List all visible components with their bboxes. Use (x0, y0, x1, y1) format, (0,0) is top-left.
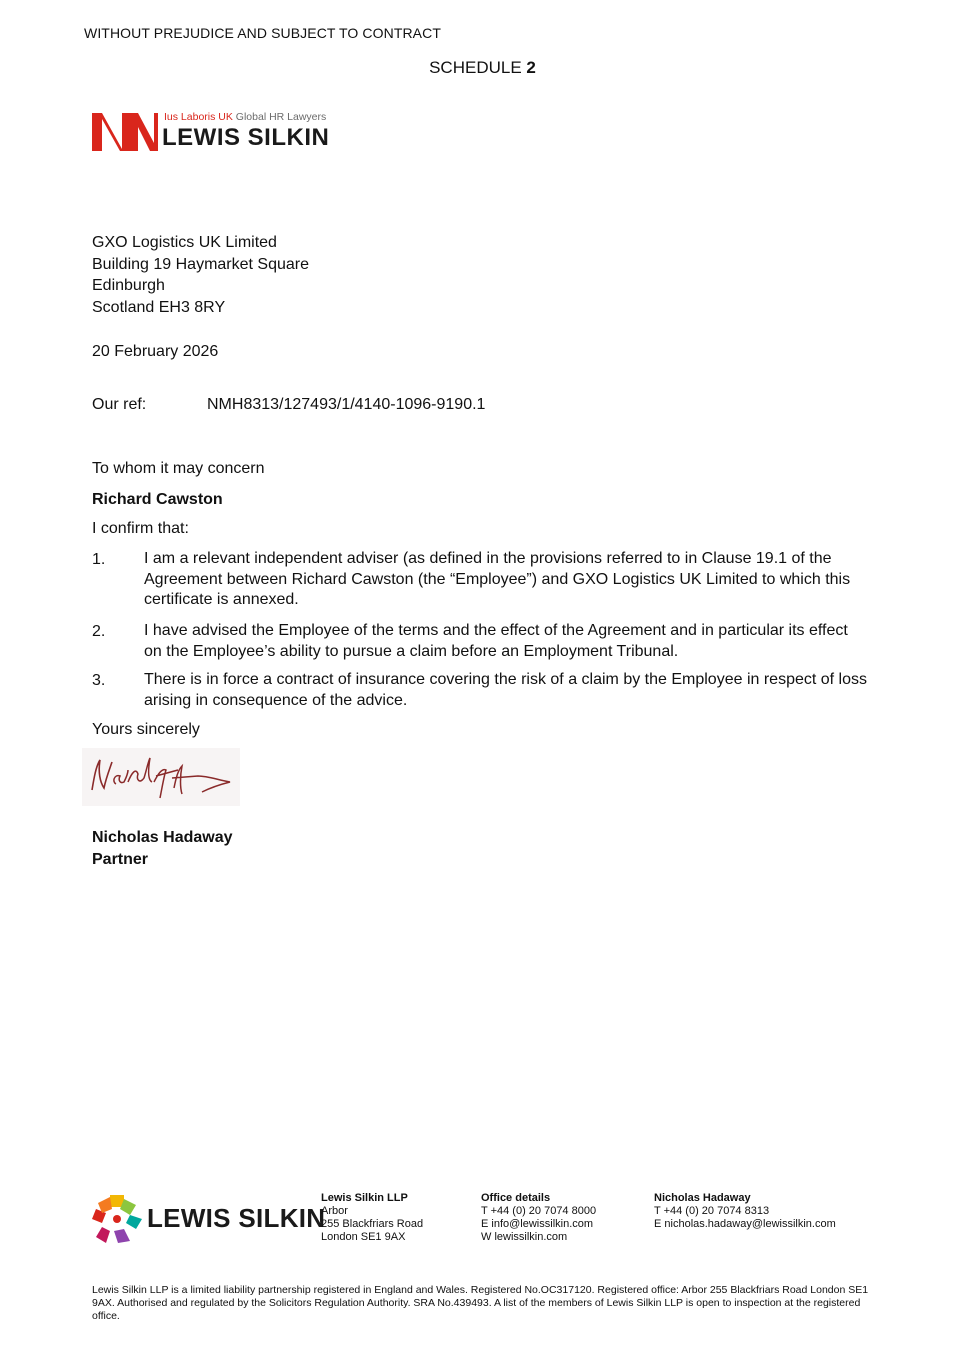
letterhead-tagline (164, 111, 326, 123)
contact-phone: T +44 (0) 20 7074 8313 (654, 1205, 770, 1217)
item-number: 3. (92, 672, 106, 689)
letterhead-logo (92, 108, 332, 154)
office-phone: T +44 (0) 20 7074 8000 (481, 1205, 597, 1217)
letter-date: 20 February 2026 (92, 343, 219, 360)
tagline-ius-laboris: Ius Laboris UK (164, 111, 233, 123)
schedule-label: SCHEDULE (429, 58, 522, 77)
legal-disclaimer: Lewis Silkin LLP is a limited liability partnership registered in England and Wales. Registered No.OC317120. Registered office: Arbor 255 Blackfriars Road London SE1 9AX. Authorised and regulated by the Solicitors Regulation Authority. SRA No.439493. A list of the members of Lewis Silkin LLP is open to inspection at the registered office. (92, 1284, 869, 1322)
document-header-notice: WITHOUT PREJUDICE AND SUBJECT TO CONTRACT (84, 25, 441, 41)
handwritten-signature (82, 748, 240, 806)
signature-icon (82, 748, 240, 806)
firm-line: 255 Blackfriars Road (321, 1218, 424, 1230)
recipient-address (92, 232, 309, 318)
office-website: W lewissilkin.com (481, 1231, 568, 1243)
firm-line: Arbor (321, 1205, 348, 1217)
item-number: 2. (92, 623, 106, 640)
item-text: There is in force a contract of insurance covering the risk of a claim by the Employee in respect of loss arising in consequence of the advice. (144, 671, 867, 709)
firm-line: London SE1 9AX (321, 1231, 406, 1243)
schedule-heading (0, 58, 965, 78)
item-number: 1. (92, 551, 106, 568)
schedule-number: 2 (526, 58, 536, 77)
signer-title: Partner (92, 850, 149, 868)
contact-email: E nicholas.hadaway@lewissilkin.com (654, 1218, 836, 1230)
lewis-silkin-mark-icon (92, 111, 158, 153)
letterhead-brand-name: LEWIS SILKIN (162, 124, 330, 151)
closing: Yours sincerely (92, 721, 200, 738)
reference-value: NMH8313/127493/1/4140-1096-9190.1 (207, 396, 486, 413)
footer-brand-name: LEWIS SILKIN (147, 1203, 326, 1233)
reference-line (92, 394, 486, 416)
tagline-global-hr: Global HR Lawyers (235, 111, 327, 123)
confirm-intro: I confirm that: (92, 520, 189, 537)
subject-name: Richard Cawston (92, 491, 223, 508)
item-text: I am a relevant independent adviser (as defined in the provisions referred to in Clause 19.1 of the Agreement between Richard Cawston (the “Employee”) and GXO Logistics UK Limited to which this certificate is annexed. (144, 550, 851, 608)
footer-firm-details (321, 1192, 423, 1244)
office-heading: Office details (481, 1192, 551, 1204)
footer-office-details (481, 1192, 596, 1244)
signer-name: Nicholas Hadaway (92, 829, 233, 846)
address-line: Scotland EH3 8RY (92, 298, 226, 316)
reference-label: Our ref: (92, 396, 147, 413)
contact-heading: Nicholas Hadaway (654, 1192, 751, 1204)
address-line: GXO Logistics UK Limited (92, 234, 277, 251)
address-line: Building 19 Haymarket Square (92, 255, 310, 273)
address-line: Edinburgh (92, 277, 165, 294)
office-email: E info@lewissilkin.com (481, 1218, 594, 1230)
footer-logo (90, 1193, 326, 1245)
footer-contact-details (654, 1192, 836, 1231)
firm-heading: Lewis Silkin LLP (321, 1192, 408, 1204)
salutation: To whom it may concern (92, 460, 265, 477)
item-text: I have advised the Employee of the terms and the effect of the Agreement and in particular its effect on the Employee’s ability to pursue a claim before an Employment Tribunal. (144, 622, 848, 660)
lewis-silkin-emblem-icon (90, 1193, 144, 1245)
signer-block (92, 827, 233, 870)
